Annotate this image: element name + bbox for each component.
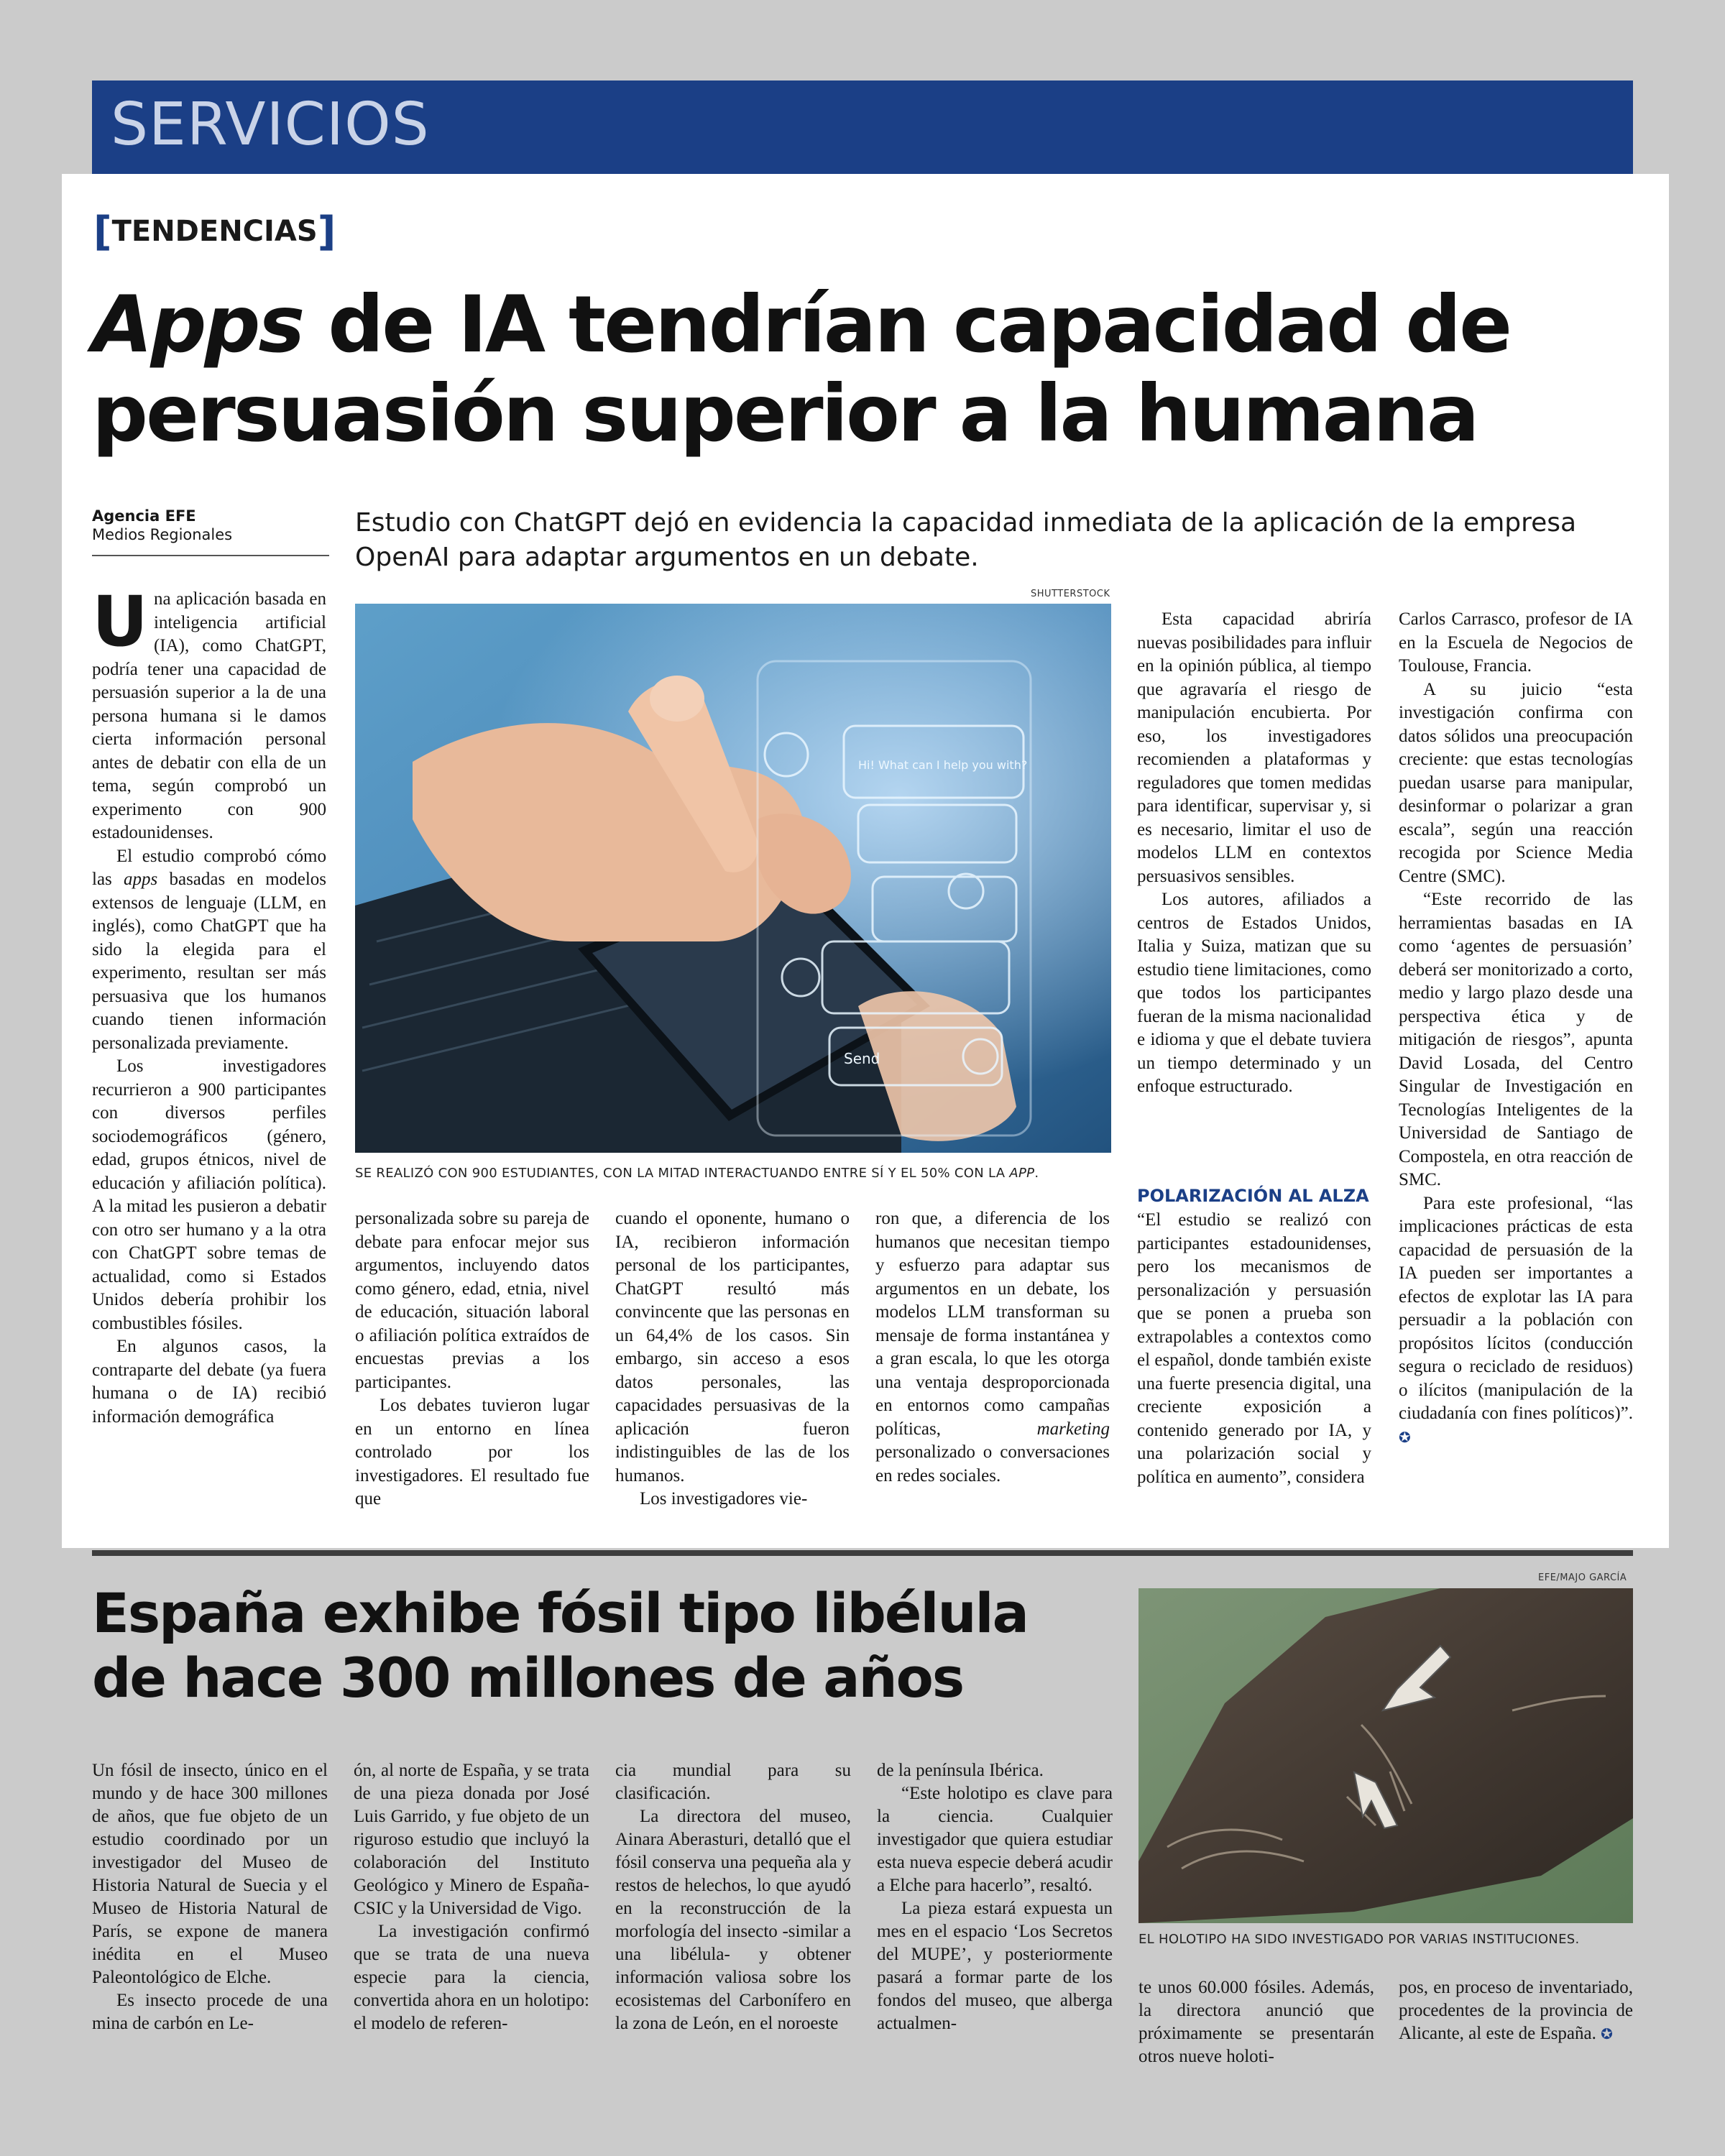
article-column-5 — [1137, 608, 1371, 1099]
article-paragraph: Los investigadores recurrieron a 900 participantes con diversos perfiles sociodemográficos (género, edad, grupos étnicos, nivel de educación y afiliación política). A la mitad les pusieron a debatir con otro ser humano y a la otra con ChatGPT sobre temas de actualidad, como si Estados Unidos debería prohibir los combustibles fósiles. — [92, 1056, 326, 1333]
caption-suffix: . — [1034, 1166, 1039, 1181]
article-paragraph: te unos 60.000 fósiles. Además, la directora anunció que próximamente se presentarán otros nueve holoti- — [1138, 1978, 1374, 2066]
section-title: SERVICIOS — [111, 91, 430, 159]
article-paragraph: La directora del museo, Ainara Aberasturi, detalló que el fósil conserva una pequeña ala y restos de helechos, lo que ayudó en la reconstrucción de la morfología del insecto -similar a una libélula- y obtener información valiosa sobre los ecosistemas del Carbonífero en la zona de León, en el noroeste — [615, 1807, 851, 2033]
article-column-1 — [92, 581, 327, 1429]
caption-prefix: SE REALIZÓ CON 900 ESTUDIANTES, CON LA MITAD INTERACTUANDO ENTRE SÍ Y EL 50% CON LA — [355, 1166, 1010, 1181]
paragraph-italic: apps — [124, 870, 158, 889]
end-mark-icon: ✪ — [1601, 2025, 1613, 2042]
article-paragraph: “El estudio se realizó con participantes estadounidenses, pero los mecanismos de personalización y persuasión que se ponen a prueba son extrapolables a contextos como el español, donde también existe una fuerte presencia digital, una creciente exposición a contenido generado por IA, y una polarización social y política en aumento”, considera — [1137, 1210, 1371, 1487]
article2-column-3 — [615, 1759, 851, 2035]
paragraph-text: basadas en modelos extensos de lenguaje (LLM, en inglés), como ChatGPT que ha sido la elegida para el experimento, resultan ser más persuasiva que los humanos cuando tienen información personalizada previamente. — [92, 870, 327, 1053]
article-paragraph: Es insecto procede de una mina de carbón en Le- — [92, 1991, 328, 2033]
drop-cap: U — [92, 581, 148, 662]
fossil-illustration — [1138, 1588, 1633, 1923]
article-paragraph: ón, al norte de España, y se trata de una pieza donada por José Luis Garrido, y fue objeto de un riguroso estudio que incluyó la colaboración del Instituto Geológico y Minero de España-CSIC y la Universidad de Vigo. — [354, 1761, 589, 1918]
paragraph-text: na aplicación basada en inteligencia artificial (IA), como ChatGPT, podría tener una capacidad de persuasión superior a la de una persona humana si le damos cierta información personal antes de debatir con ella de un tema, según comprobó un experimento con 900 estadounidenses. — [92, 589, 326, 842]
hand-phone-illustration — [355, 604, 1111, 1153]
ui-prompt-text: Hi! What can I help you with? — [858, 758, 1028, 772]
article-paragraph: Carlos Carrasco, profesor de IA en la Escuela de Negocios de Toulouse, Francia. — [1399, 609, 1633, 676]
article-paragraph: cuando el oponente, humano o IA, recibieron información personal de los participantes, ChatGPT resultó más convincente que las personas en un 64,4% de los casos. Sin embargo, sin acceso a esos datos personales, las capacidades persuasivas de la aplicación fueron indistinguibles de las de los humanos. — [615, 1209, 850, 1485]
kicker-label: TENDENCIAS — [111, 215, 318, 248]
photo2-caption: EL HOLOTIPO HA SIDO INVESTIGADO POR VARIAS INSTITUCIONES. — [1138, 1932, 1580, 1947]
article-paragraph: En algunos casos, la contraparte del debate (ya fuera humana o de IA) recibió información demográfica — [92, 1337, 326, 1427]
article-paragraph: de la península Ibérica. — [877, 1761, 1044, 1780]
article2-column-5 — [1138, 1976, 1374, 2068]
photo-caption — [355, 1166, 1117, 1181]
article-paragraph — [92, 845, 326, 1056]
article-column-2 — [355, 1207, 589, 1511]
article-paragraph — [1399, 1976, 1633, 2045]
photo-credit: SHUTTERSTOCK — [1031, 589, 1110, 599]
headline-text: de IA tendrían capacidad de persuasión superior a la humana — [92, 279, 1511, 459]
article-paragraph: “Este recorrido de las herramientas basadas en IA como ‘agentes de persuasión’ deberá ser monitorizado a corto, medio y largo plazo desde una perspectiva ética y de mitigación de riesgos”, apunta David Losada, del Centro Singular de Investigación en Tecnologías Inteligentes de la Universidad de Santiago de Compostela, en otra reacción de SMC. — [1399, 890, 1633, 1189]
byline-agency: Agencia EFE — [92, 507, 196, 525]
article2-headline: España exhibe fósil tipo libélula de hace 300 millones de años — [92, 1581, 1028, 1710]
article-column-5b — [1137, 1209, 1371, 1489]
photo2-credit: EFE/MAJO GARCÍA — [1538, 1572, 1627, 1583]
article-paragraph: A su juicio “esta investigación confirma con datos sólidos una preocupación creciente: que estas tecnologías puedan usarse para manipular, desinformar o polarizar a gran escala”, según una reacción recogida por Science Media Centre (SMC). — [1399, 679, 1633, 886]
article-column-6 — [1399, 608, 1633, 1449]
article-paragraph: Los autores, afiliados a centros de Estados Unidos, Italia y Suiza, matizan que su estudio tiene limitaciones, como que todos los participantes fueran de la misma nacionalidad e idioma y que el debate tuviera un tiempo determinado y un enfoque estructurado. — [1137, 890, 1371, 1096]
paragraph-text: pos, en proceso de inventariado, procedentes de la provincia de Alicante, al este de España. — [1399, 1978, 1633, 2043]
end-mark-icon: ✪ — [1399, 1428, 1411, 1446]
caption-italic: APP — [1009, 1166, 1035, 1181]
section-separator — [92, 1550, 1633, 1556]
paragraph-italic: marketing — [1036, 1419, 1110, 1439]
ui-send-text: Send — [844, 1050, 880, 1067]
article-paragraph: “Este holotipo es clave para la ciencia. Cualquier investigador que quiera estudiar esta nueva especie deberá acudir a Elche para hacerlo”, resaltó. — [877, 1784, 1113, 1895]
paragraph-text: ron que, a diferencia de los humanos que necesitan tiempo y esfuerzo para adaptar sus argumentos en un debate, los modelos LLM transforman su mensaje de forma instantánea y a gran escala, lo que les otorga una ventaja desproporcionada en entornos como campañas políticas, — [875, 1209, 1110, 1439]
paragraph-text: El estudio comprobó cómo las — [92, 846, 326, 889]
article-paragraph: Esta capacidad abriría nuevas posibilidades para influir en la opinión pública, al tiempo que agravaría el riesgo de manipulación encubierta. Por eso, los investigadores recomienden a plataformas y reguladores que tomen medidas para identificar, supervisar y, si es necesario, limitar el uso de modelos LLM en contextos persuasivos sensibles. — [1137, 609, 1371, 886]
article-paragraph: La investigación confirmó que se trata de una nueva especie para la ciencia, convertida ahora en un holotipo: el modelo de referen- — [354, 1922, 589, 2033]
article-paragraph — [1399, 1192, 1633, 1450]
article2-column-6 — [1399, 1976, 1633, 2045]
article2-column-1 — [92, 1759, 328, 2035]
article-column-3 — [615, 1207, 850, 1511]
lead-photo — [355, 604, 1111, 1153]
article-paragraph: personalizada sobre su pareja de debate para enfocar mejor sus argumentos, incluyendo datos como género, edad, etnia, nivel de educación, situación laboral o afiliación política extraídos de encuestas previas a los participantes. — [355, 1209, 589, 1392]
article-kicker: [TENDENCIAS] — [93, 208, 336, 255]
byline-outlet: Medios Regionales — [92, 526, 233, 543]
paragraph-text: Para este profesional, “las implicaciones prácticas de esta capacidad de persuasión de la IA pueden ser importantes a efectos de explotar las IA para persuadir a la población con propósitos lícitos (conducción segura o reciclado de residuos) o ilícitos (manipulación de la ciudadanía con fines políticos)”. — [1399, 1193, 1633, 1423]
article-headline — [92, 280, 1637, 459]
article-subhead: POLARIZACIÓN AL ALZA — [1137, 1186, 1369, 1206]
article-paragraph: Los investigadores vie- — [640, 1489, 808, 1508]
article2-column-2 — [354, 1759, 589, 2035]
headline-italic: Apps — [92, 279, 303, 370]
article-deck: Estudio con ChatGPT dejó en evidencia la capacidad inmediata de la aplicación de la empresa OpenAI para adaptar argumentos en un debate. — [355, 508, 1577, 572]
article2-column-4 — [877, 1759, 1113, 2035]
paragraph-text: personalizado o conversaciones en redes sociales. — [875, 1442, 1110, 1485]
article-paragraph: cia mundial para su clasificación. — [615, 1761, 851, 1803]
article-paragraph: Un fósil de insecto, único en el mundo y de hace 300 millones de años, que fue objeto de un estudio coordinado por un investigador del Museo de Historia Natural de Suecia y el Museo de Historia Natural de París, se expone de manera inédita en el Museo Paleontológico de Elche. — [92, 1761, 328, 1987]
article-paragraph: La pieza estará expuesta un mes en el espacio ‘Los Secretos del MUPE’, y posteriormente pasará a formar parte de los fondos del museo, que alberga actualmen- — [877, 1899, 1113, 2033]
article-paragraph: Los debates tuvieron lugar en un entorno en línea controlado por los investigadores. El resultado fue que — [355, 1396, 589, 1508]
article-column-4 — [875, 1207, 1110, 1488]
byline-rule — [92, 555, 329, 556]
fossil-photo — [1138, 1588, 1633, 1923]
article-paragraph — [875, 1207, 1110, 1488]
article-paragraph — [92, 581, 326, 845]
